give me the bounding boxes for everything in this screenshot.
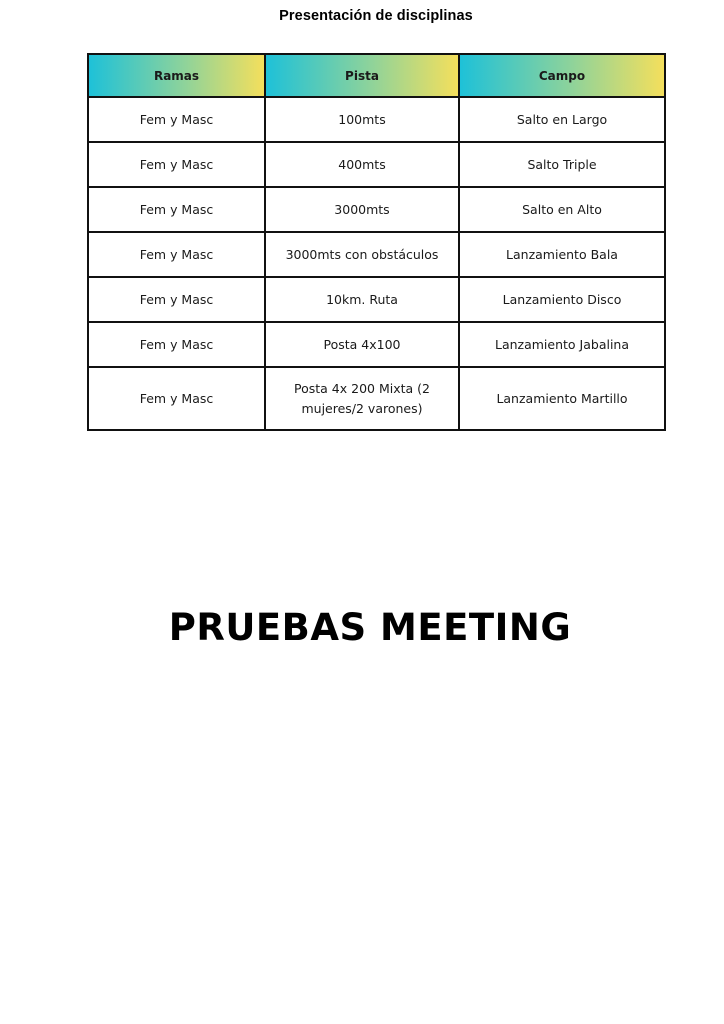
cell-ramas: Fem y Masc (88, 187, 265, 232)
table-row (88, 142, 665, 187)
cell-ramas: Fem y Masc (88, 142, 265, 187)
cell-pista: Posta 4x100 (265, 322, 459, 367)
pruebas-meeting-heading: PRUEBAS MEETING (168, 606, 572, 649)
document-title: Presentación de disciplinas (279, 8, 473, 24)
cell-campo: Lanzamiento Jabalina (459, 322, 665, 367)
table-row (88, 322, 665, 367)
table-row (88, 367, 665, 430)
cell-pista: Posta 4x 200 Mixta (2 mujeres/2 varones) (265, 367, 459, 430)
table-header-row (88, 54, 665, 97)
cell-campo: Lanzamiento Disco (459, 277, 665, 322)
cell-campo: Lanzamiento Bala (459, 232, 665, 277)
cell-campo: Salto Triple (459, 142, 665, 187)
table-row (88, 277, 665, 322)
cell-pista: 10km. Ruta (265, 277, 459, 322)
cell-pista: 400mts (265, 142, 459, 187)
disciplines-table-container (87, 53, 664, 431)
cell-campo: Lanzamiento Martillo (459, 367, 665, 430)
cell-campo: Salto en Alto (459, 187, 665, 232)
column-header-pista: Pista (265, 54, 459, 97)
cell-ramas: Fem y Masc (88, 277, 265, 322)
column-header-campo: Campo (459, 54, 665, 97)
table-row (88, 232, 665, 277)
cell-ramas: Fem y Masc (88, 367, 265, 430)
column-header-ramas: Ramas (88, 54, 265, 97)
cell-ramas: Fem y Masc (88, 322, 265, 367)
cell-pista: 3000mts con obstáculos (265, 232, 459, 277)
disciplines-table (87, 53, 666, 431)
cell-pista: 3000mts (265, 187, 459, 232)
cell-ramas: Fem y Masc (88, 97, 265, 142)
table-row (88, 187, 665, 232)
table-row (88, 97, 665, 142)
cell-pista: 100mts (265, 97, 459, 142)
cell-campo: Salto en Largo (459, 97, 665, 142)
cell-ramas: Fem y Masc (88, 232, 265, 277)
